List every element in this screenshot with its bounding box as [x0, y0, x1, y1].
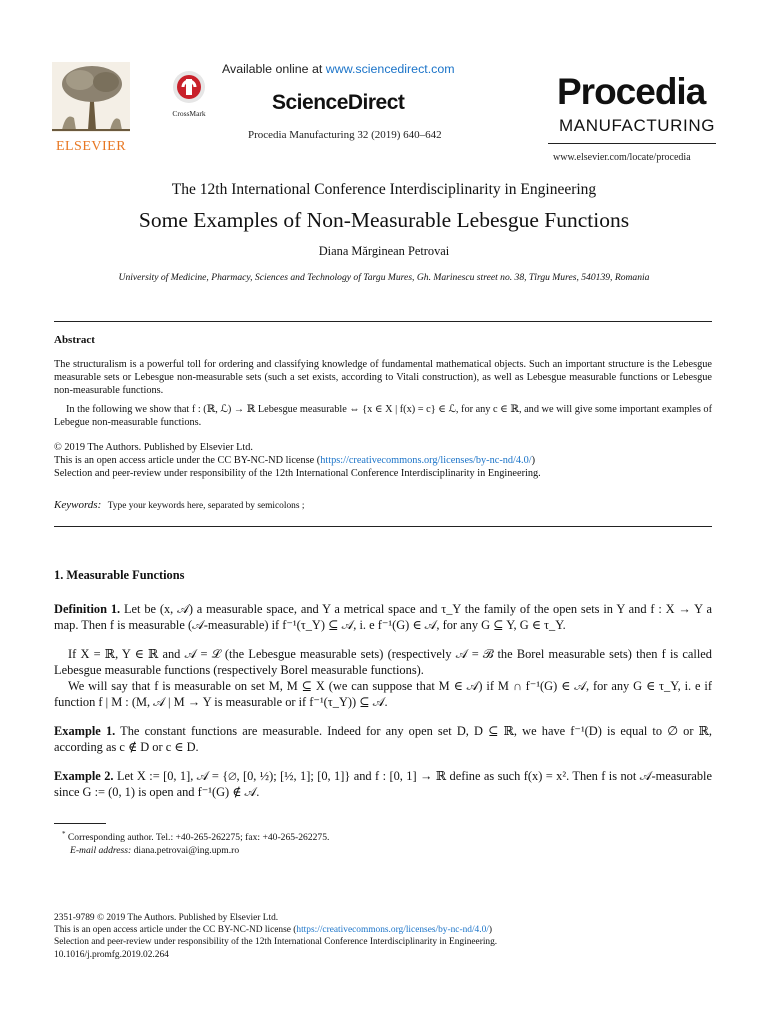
- abstract-paragraph-1: The structuralism is a powerful toll for ordering and classifying knowledge of fundamental mathematical objects. Such an important structure is the Lebesgue measurable sets or Lebesgue non-measurable sets (such a set exists, according to Vitali construction), as well as Lebesgue measurable functions or Lebesgue non-measurable functions.: [54, 359, 712, 396]
- footnote-rule: [54, 823, 106, 824]
- elsevier-tree-icon: [52, 62, 130, 132]
- email-label: E-mail address:: [70, 845, 132, 856]
- footer-block: [54, 912, 714, 961]
- keywords-label: Keywords:: [54, 499, 102, 511]
- footer-doi[interactable]: 10.1016/j.promfg.2019.02.264: [54, 949, 169, 960]
- example-2: [54, 768, 712, 800]
- section-heading: 1. Measurable Functions: [54, 568, 185, 582]
- definition-1-text: Let be (x, 𝒜) a measurable space, and Y a metrical space and τ_Y the family of the open sets in Y and f : X → Y a map. Then f is measurable (𝒜-measurable) if f⁻¹(τ_Y) ⊆ 𝒜, i. e f⁻¹(G) ∈ 𝒜, for any G ⊆ Y, G ∈ τ_Y.: [54, 602, 712, 632]
- abstract-peer-review: Selection and peer-review under responsibility of the 12th International Conference Interdisciplinarity in Engineering.: [54, 468, 541, 479]
- footer-license-suffix: ): [488, 925, 493, 936]
- example-1-text: The constant functions are measurable. Indeed for any open set D, D ⊆ ℝ, we have f⁻¹(D) is equal to ∅ or ℝ, according as c ∉ D or c ∈ D.: [54, 724, 712, 754]
- paragraph-will: We will say that f is measurable on set M, M ⊆ X (we can suppose that M ∈ 𝒜) if M ∩ f⁻¹(G) ∈ 𝒜, for any G ∈ τ_Y, i. e if function f | M : (M, 𝒜 | M → Y is measurable or if f⁻¹(τ_Y)) ⊆ 𝒜.: [54, 679, 712, 709]
- abstract-paragraph-2: In the following we show that f : (ℝ, ℒ) → ℝ Lebesgue measurable ⇔ {x ∈ X | f(x) = c} ∈ ℒ, for any c ∈ ℝ, and we will give some important examples of Lebegue non-measurable functions.: [54, 404, 712, 428]
- journal-reference: Procedia Manufacturing 32 (2019) 640–642: [248, 129, 442, 141]
- footer-issn: 2351-9789 © 2019 The Authors. Published by Elsevier Ltd.: [54, 913, 279, 923]
- abstract-copyright: © 2019 The Authors. Published by Elsevier Ltd.: [54, 442, 253, 453]
- keywords-text: Type your keywords here, separated by semicolons ;: [107, 501, 305, 511]
- abstract-license: [54, 454, 712, 467]
- procedia-wordmark: Procedia: [557, 71, 706, 112]
- author-name: Diana Mărginean Petrovai: [318, 244, 450, 258]
- abstract-top-rule: [54, 321, 712, 322]
- footnote-marker: *: [62, 830, 66, 838]
- definition-1-label: Definition 1.: [54, 602, 121, 616]
- email-address[interactable]: diana.petrovai@ing.upm.ro: [133, 845, 240, 856]
- available-online: [222, 62, 455, 76]
- paragraph-if: If X = ℝ, Y ∈ ℝ and 𝒜 = ℒ (the Lebesgue measurable sets) (respectively 𝒜 = ℬ the Borel measurable sets) then f is called Lebesgue measurable functions (respectively Borel measurable functions).: [54, 647, 712, 677]
- sciencedirect-wordmark: ScienceDirect: [272, 91, 405, 114]
- example-2-text: Let X := [0, 1], 𝒜 = {∅, [0, ½); [½, 1]; [0, 1]} and f : [0, 1] → ℝ define as such f(x) = x². Then f is not 𝒜-measurable since G := (0, 1) is open and f⁻¹(G) ∉ 𝒜.: [54, 769, 712, 799]
- example-1-label: Example 1.: [54, 724, 116, 738]
- crossmark-label: CrossMark: [172, 109, 206, 118]
- crossmark-logo[interactable]: [164, 70, 214, 122]
- locate-url[interactable]: www.elsevier.com/locate/procedia: [553, 152, 691, 163]
- header-rule-right: [548, 143, 716, 144]
- footnote-corresponding: [62, 830, 329, 843]
- conference-name: The 12th International Conference Interdisciplinarity in Engineering: [171, 181, 597, 198]
- footer-peer-review: Selection and peer-review under responsibility of the 12th International Conference Interdisciplinarity in Engineering.: [54, 937, 498, 948]
- elsevier-wordmark: ELSEVIER: [55, 139, 127, 154]
- crossmark-icon: [172, 70, 206, 104]
- abstract-bottom-rule: [54, 526, 712, 527]
- manufacturing-wordmark: MANUFACTURING: [559, 116, 716, 135]
- definition-1: [54, 601, 712, 633]
- abstract-license-prefix: This is an open access article under the CC BY-NC-ND license (: [54, 455, 321, 466]
- abstract-heading: Abstract: [54, 334, 95, 346]
- abstract-license-suffix: ): [531, 455, 536, 466]
- example-1: [54, 723, 712, 755]
- abstract-license-link[interactable]: https://creativecommons.org/licenses/by-nc-nd/4.0/: [320, 455, 532, 466]
- keywords-line: [54, 499, 304, 511]
- elsevier-logo: [52, 62, 130, 152]
- author-affiliation: University of Medicine, Pharmacy, Sciences and Technology of Targu Mures, Gh. Marinescu street no. 38, Tîrgu Mures, 540139, Romania: [118, 272, 650, 283]
- example-2-label: Example 2.: [54, 769, 114, 783]
- footnote-corresponding-text: Corresponding author. Tel.: +40-265-262275; fax: +40-265-262275.: [67, 832, 330, 844]
- paper-title: Some Examples of Non-Measurable Lebesgue Functions: [138, 208, 630, 232]
- footer-license-link[interactable]: https://creativecommons.org/licenses/by-nc-nd/4.0/: [296, 925, 489, 936]
- available-prefix: Available online at: [222, 62, 326, 76]
- footer-license-prefix: This is an open access article under the CC BY-NC-ND license (: [54, 925, 297, 936]
- sciencedirect-link[interactable]: www.sciencedirect.com: [325, 62, 455, 76]
- footnote-email: [70, 845, 239, 856]
- footer-license: [54, 924, 714, 936]
